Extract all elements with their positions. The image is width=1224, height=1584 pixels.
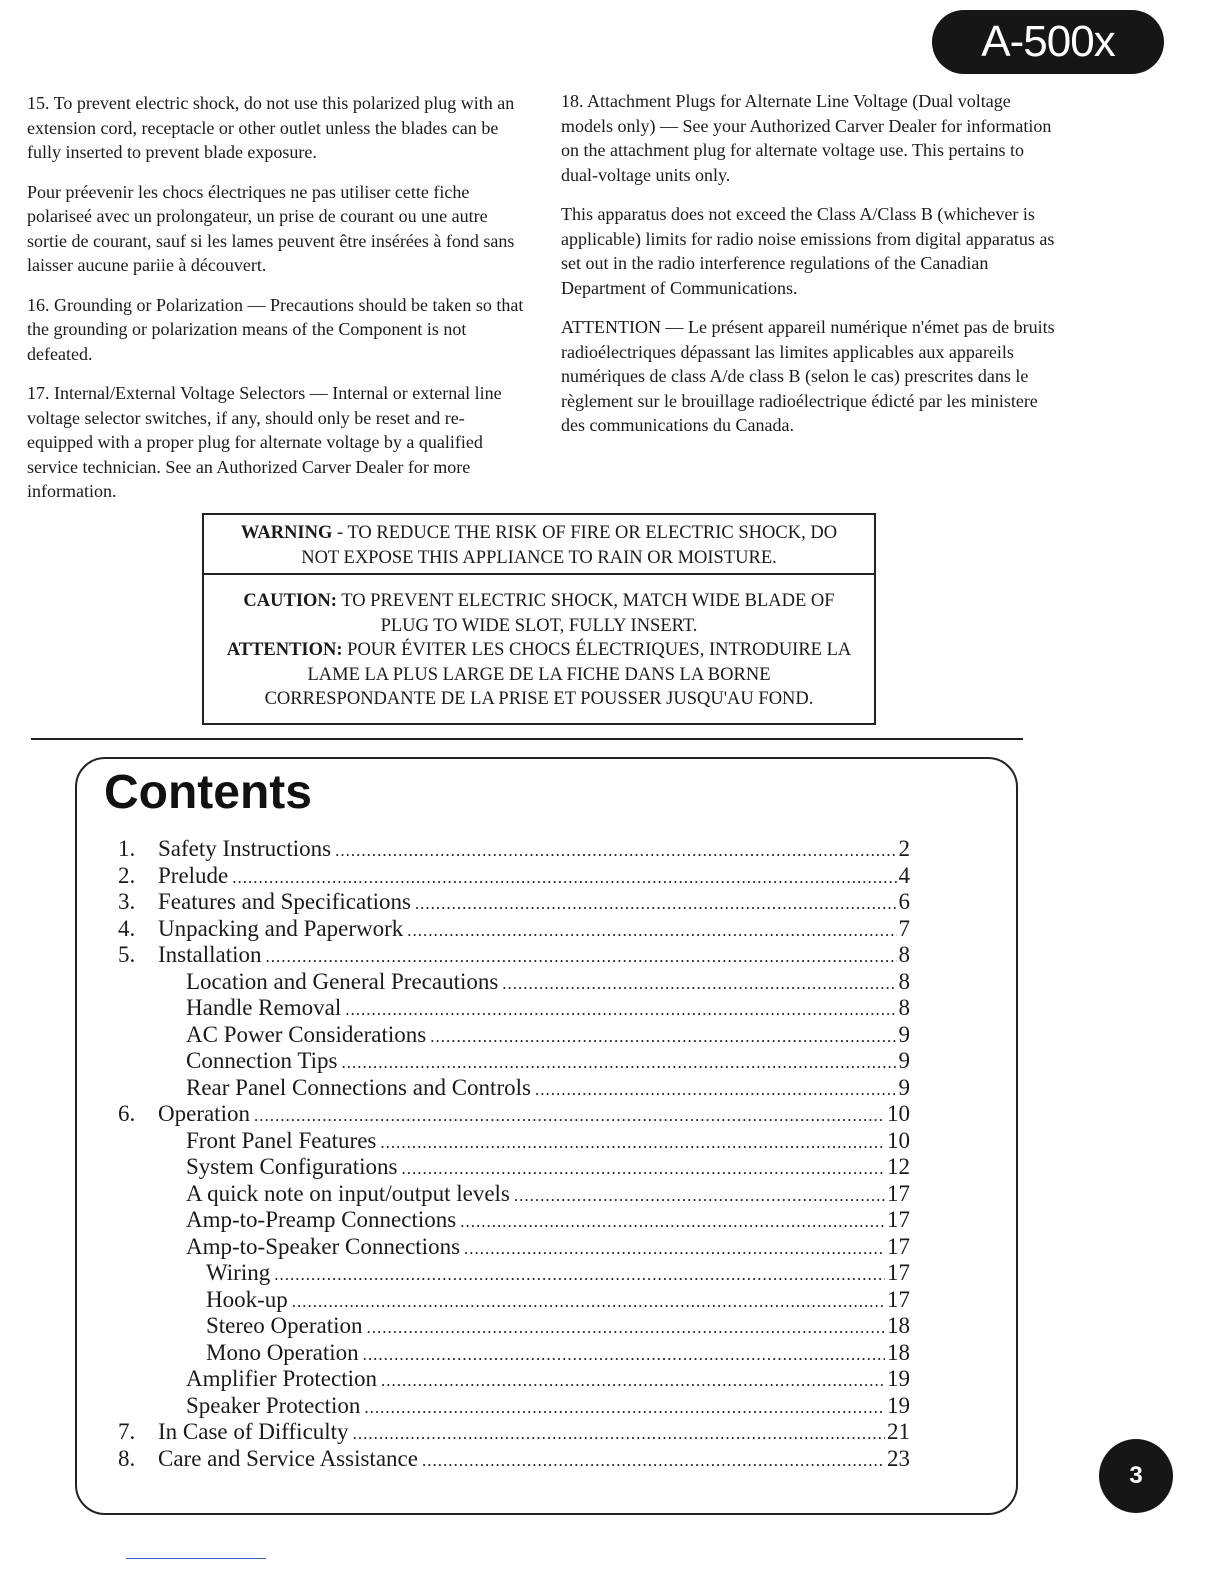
safety-item-15: 15. To prevent electric shock, do not use this polarized plug with an extension cord, receptacle or other outlet unless the blades can be fully inserted to prevent blade exposure. — [27, 93, 515, 162]
toc-entry[interactable] — [118, 836, 910, 863]
toc-leader-dots — [464, 1236, 885, 1263]
safety-item-18: 18. Attachment Plugs for Alternate Line Voltage (Dual voltage models only) — See your Authorized Carver Dealer for information on the attachment plug for alternate voltage use. This pertains to dual-voltage units only. — [561, 91, 1052, 185]
toc-entry[interactable] — [118, 1207, 910, 1234]
toc-leader-dots — [415, 891, 897, 918]
attention-label: ATTENTION: — [226, 640, 343, 660]
toc-entry-page: 17 — [887, 1233, 910, 1259]
toc-entry-number: 5. — [118, 942, 136, 967]
warning-box — [202, 513, 876, 725]
toc-entry-number: 8. — [118, 1445, 136, 1471]
toc-entry-title: System Configurations — [186, 1154, 398, 1179]
toc-entry-page: 8 — [898, 995, 910, 1020]
toc-leader-dots — [381, 1368, 885, 1395]
toc-leader-dots — [274, 1262, 885, 1289]
toc-leader-dots — [380, 1130, 885, 1157]
toc-entry[interactable] — [118, 1393, 910, 1420]
toc-entry-title: A quick note on input/output levels — [186, 1180, 510, 1206]
warning-text: - TO REDUCE THE RISK OF FIRE OR ELECTRIC SHOCK, DO NOT EXPOSE THIS APPLIANCE TO RAIN OR MOISTURE. — [301, 523, 838, 568]
toc-entry-page: 18 — [887, 1313, 910, 1338]
toc-entry-title: AC Power Considerations — [186, 1021, 427, 1047]
toc-leader-dots — [363, 1342, 885, 1369]
toc-leader-dots — [232, 865, 896, 892]
toc-entry-page: 17 — [887, 1180, 910, 1206]
toc-entry-page: 6 — [898, 889, 910, 914]
toc-entry-title: Mono Operation — [206, 1339, 359, 1365]
toc-leader-dots — [335, 838, 896, 865]
toc-entry-title: Safety Instructions — [158, 836, 332, 861]
toc-leader-dots — [502, 971, 896, 998]
toc-entry-page: 8 — [898, 968, 910, 994]
safety-item-17: 17. Internal/External Voltage Selectors — Internal or external line voltage selector switches, if any, should only be reset and re-equipped with a proper plug for alternate voltage by a qualified service technician. See an Authorized Carver Dealer for more information. — [27, 383, 502, 501]
toc-entry-title: Handle Removal — [186, 995, 342, 1020]
toc-entry-title: Wiring — [206, 1260, 271, 1285]
toc-entry[interactable] — [118, 916, 910, 943]
toc-leader-dots — [254, 1103, 885, 1130]
toc-entry-title: Operation — [158, 1101, 250, 1126]
toc-entry-title: Features and Specifications — [158, 889, 411, 914]
toc-entry-title: Rear Panel Connections and Controls — [186, 1074, 531, 1100]
toc-entry-page: 21 — [887, 1419, 910, 1444]
toc-entry-page: 10 — [887, 1101, 910, 1126]
safety-item-16: 16. Grounding or Polarization — Precautions should be taken so that the grounding or polarization means of the Component is not defeated. — [27, 294, 524, 364]
footer-line — [126, 1558, 266, 1559]
toc-entry[interactable] — [118, 1075, 910, 1102]
toc-entry[interactable] — [118, 1260, 910, 1287]
toc-entry-page: 19 — [887, 1392, 910, 1418]
safety-item-15-french: Pour préevenir les chocs électriques ne pas utiliser cette fiche polariseé avec un prolongateur, un prise de courant ou une autre sortie de courant, sauf si les lames peuvent être insérées à fond sans laisser aucune pariie à découvert. — [27, 181, 515, 275]
right-column — [561, 89, 1061, 453]
toc-entry-number: 4. — [118, 915, 136, 941]
toc-entry-number: 1. — [118, 836, 136, 861]
warning-label: WARNING — [240, 523, 333, 543]
toc-entry-page: 12 — [887, 1154, 910, 1179]
contents-title: Contents — [104, 766, 312, 819]
toc-entry-title: Amp-to-Preamp Connections — [186, 1207, 457, 1232]
toc-entry[interactable] — [118, 942, 910, 969]
toc-leader-dots — [265, 944, 896, 971]
section-divider — [31, 738, 1023, 740]
toc-leader-dots — [430, 1024, 896, 1051]
toc-entry[interactable] — [118, 1154, 910, 1181]
toc-leader-dots — [401, 1156, 885, 1183]
toc-entry-title: Connection Tips — [186, 1048, 338, 1073]
toc-entry[interactable] — [118, 1234, 910, 1261]
toc-entry-title: Front Panel Features — [186, 1127, 377, 1153]
toc-entry-number: 6. — [118, 1101, 136, 1126]
toc-entry[interactable] — [118, 1287, 910, 1314]
toc-entry-page: 10 — [887, 1127, 910, 1153]
toc-leader-dots — [422, 1448, 885, 1475]
toc-entry[interactable] — [118, 1313, 910, 1340]
toc-leader-dots — [514, 1183, 885, 1210]
toc-leader-dots — [407, 918, 896, 945]
toc-leader-dots — [345, 997, 896, 1024]
toc-leader-dots — [292, 1289, 885, 1316]
caution-section — [204, 575, 874, 712]
toc-entry[interactable] — [118, 1181, 910, 1208]
toc-entry-page: 9 — [898, 1074, 910, 1100]
toc-entry-page: 9 — [898, 1048, 910, 1073]
toc-entry-title: Unpacking and Paperwork — [158, 915, 404, 941]
toc-entry[interactable] — [118, 863, 910, 890]
radio-noise-notice-french: ATTENTION — Le présent appareil numérique n'émet pas de bruits radioélectriques dépassant las limites applicables aux appareils numériques de class A/de class B (selon le cas) prescrites dans le règlement sur le brouillage radioélectrique édicté par les ministere des communications du Canada. — [561, 317, 1055, 435]
caution-label: CAUTION: — [243, 591, 337, 611]
toc-entry[interactable] — [118, 1419, 910, 1446]
toc-entry[interactable] — [118, 1340, 910, 1367]
toc-entry-title: Care and Service Assistance — [158, 1445, 418, 1471]
toc-entry-number: 3. — [118, 889, 136, 914]
toc-leader-dots — [535, 1077, 897, 1104]
toc-leader-dots — [353, 1421, 885, 1448]
page-number: 3 — [1099, 1439, 1173, 1513]
toc-entry-page: 2 — [898, 836, 910, 861]
toc-entry-number: 2. — [118, 862, 136, 888]
radio-noise-notice: This apparatus does not exceed the Class A/Class B (whichever is applicable) limits for radio noise emissions from digital apparatus as set out in the radio interference regulations of the Canadian Department of Communications. — [561, 204, 1055, 298]
toc-entry-page: 9 — [898, 1021, 910, 1047]
table-of-contents — [118, 836, 910, 1472]
toc-leader-dots — [364, 1395, 885, 1422]
toc-leader-dots — [460, 1209, 885, 1236]
toc-leader-dots — [366, 1315, 885, 1342]
toc-entry[interactable] — [118, 995, 910, 1022]
toc-entry-page: 17 — [887, 1207, 910, 1232]
toc-entry[interactable] — [118, 1446, 910, 1473]
toc-entry-title: Hook-up — [206, 1286, 288, 1312]
toc-entry-title: In Case of Difficulty — [158, 1419, 349, 1444]
toc-leader-dots — [341, 1050, 896, 1077]
toc-entry-title: Speaker Protection — [186, 1392, 361, 1418]
toc-entry-page: 23 — [887, 1445, 910, 1471]
toc-entry[interactable] — [118, 1128, 910, 1155]
toc-entry-page: 4 — [898, 862, 910, 888]
toc-entry-page: 17 — [887, 1260, 910, 1285]
toc-entry-page: 8 — [898, 942, 910, 967]
toc-entry-page: 18 — [887, 1339, 910, 1365]
left-column — [27, 91, 527, 519]
toc-entry-title: Amplifier Protection — [186, 1366, 377, 1391]
model-badge: A-500x — [932, 10, 1164, 74]
toc-entry-title: Location and General Precautions — [186, 968, 499, 994]
toc-entry[interactable] — [118, 1022, 910, 1049]
toc-entry-title: Amp-to-Speaker Connections — [186, 1233, 461, 1259]
attention-text: POUR ÉVITER LES CHOCS ÉLECTRIQUES, INTRODUIRE LA LAME LA PLUS LARGE DE LA FICHE DANS LA BORNE CORRESPONDANTE DE LA PRISE ET POUSSER JUSQU'AU FOND. — [264, 640, 852, 709]
caution-text: TO PREVENT ELECTRIC SHOCK, MATCH WIDE BLADE OF PLUG TO WIDE SLOT, FULLY INSERT. — [336, 591, 835, 636]
toc-entry[interactable] — [118, 1366, 910, 1393]
toc-entry-page: 17 — [887, 1286, 910, 1312]
toc-entry-page: 7 — [898, 915, 910, 941]
toc-entry-title: Prelude — [158, 862, 229, 888]
toc-entry[interactable] — [118, 1101, 910, 1128]
warning-section — [204, 515, 874, 575]
toc-entry-title: Stereo Operation — [206, 1313, 363, 1338]
toc-entry-page: 19 — [887, 1366, 910, 1391]
toc-entry-number: 7. — [118, 1419, 136, 1444]
toc-entry-title: Installation — [158, 942, 262, 967]
toc-entry[interactable] — [118, 969, 910, 996]
toc-entry[interactable] — [118, 889, 910, 916]
toc-entry[interactable] — [118, 1048, 910, 1075]
